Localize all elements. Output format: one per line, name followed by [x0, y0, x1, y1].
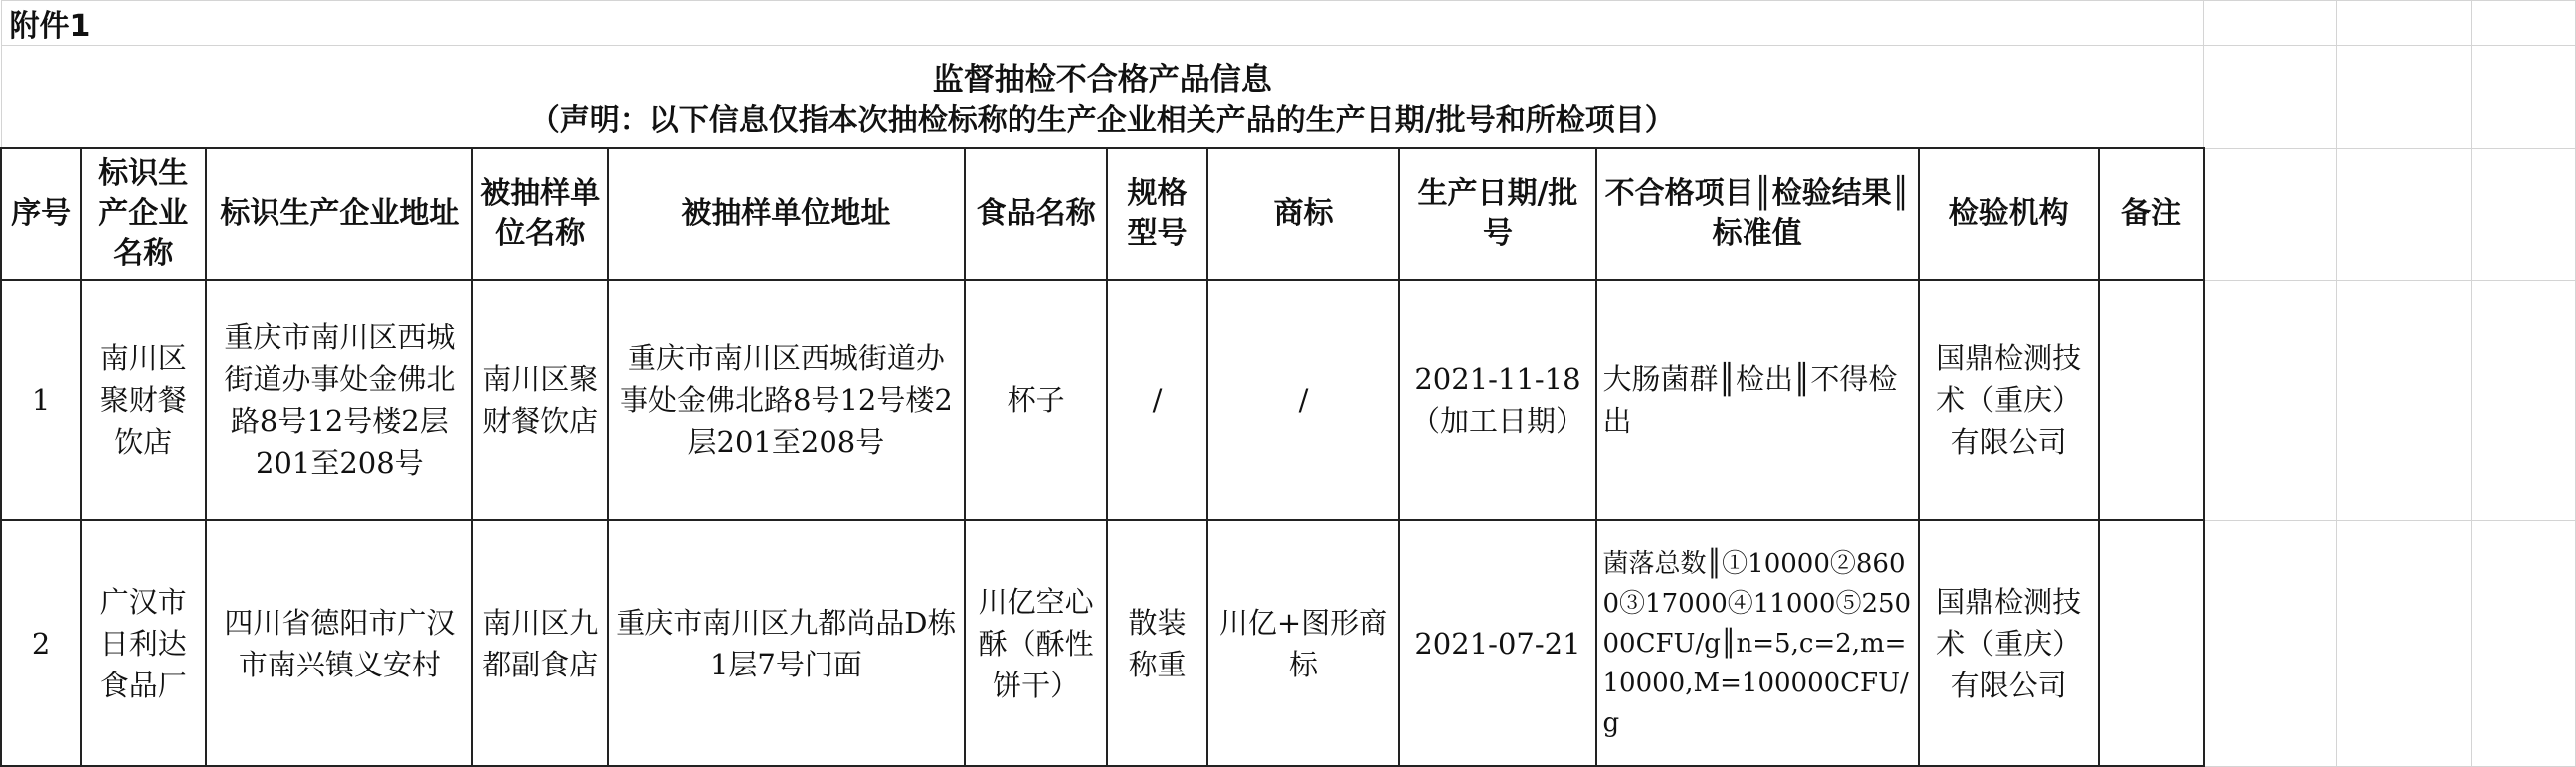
- header-cell-lab: 检验机构: [1919, 148, 2100, 280]
- header-cell-spec: 规格型号: [1107, 148, 1206, 280]
- header-cell-food-name: 食品名称: [965, 148, 1108, 280]
- title-block: [1, 46, 2204, 149]
- empty-cell: [2336, 148, 2471, 280]
- header-cell-no: 序号: [1, 148, 81, 280]
- cell-remark: [2099, 280, 2203, 520]
- cell-sampled-address: 重庆市南川区九都尚品D栋1层7号门面: [608, 520, 965, 766]
- empty-cell: [2471, 1, 2575, 46]
- header-cell-sampled-unit: 被抽样单位名称: [472, 148, 608, 280]
- header-cell-remark: 备注: [2099, 148, 2203, 280]
- cell-sampled-address: 重庆市南川区西城街道办事处金佛北路8号12号楼2层201至208号: [608, 280, 965, 520]
- cell-producer-address: 重庆市南川区西城街道办事处金佛北路8号12号楼2层201至208号: [206, 280, 472, 520]
- cell-date: 2021-07-21: [1399, 520, 1595, 766]
- cell-brand: /: [1207, 280, 1400, 520]
- header-cell-sampled-address: 被抽样单位地址: [608, 148, 965, 280]
- cell-sampled-unit: 南川区九都副食店: [472, 520, 608, 766]
- cell-result: 大肠菌群║检出║不得检出: [1596, 280, 1919, 520]
- empty-cell: [2471, 46, 2575, 149]
- empty-cell: [2204, 148, 2337, 280]
- cell-spec: 散装称重: [1107, 520, 1206, 766]
- cell-lab: 国鼎检测技术（重庆）有限公司: [1919, 280, 2100, 520]
- empty-cell: [2204, 520, 2337, 766]
- header-cell-result: 不合格项目║检验结果║标准值: [1596, 148, 1919, 280]
- empty-cell: [2336, 46, 2471, 149]
- header-cell-date: 生产日期/批号: [1399, 148, 1595, 280]
- cell-result: 菌落总数║①10000②8600③17000④11000⑤25000CFU/g║n=5,c=2,m=10000,M=100000CFU/g: [1596, 520, 1919, 766]
- cell-no: 2: [1, 520, 81, 766]
- header-cell-producer-address: 标识生产企业地址: [206, 148, 472, 280]
- table-row: [1, 520, 2576, 766]
- cell-producer: 南川区聚财餐饮店: [81, 280, 206, 520]
- table-row: [1, 280, 2576, 520]
- empty-cell: [2336, 520, 2471, 766]
- cell-producer: 广汉市日利达食品厂: [81, 520, 206, 766]
- empty-cell: [2204, 46, 2337, 149]
- cell-lab: 国鼎检测技术（重庆）有限公司: [1919, 520, 2100, 766]
- cell-spec: /: [1107, 280, 1206, 520]
- cell-food-name: 杯子: [965, 280, 1108, 520]
- cell-producer-address: 四川省德阳市广汉市南兴镇义安村: [206, 520, 472, 766]
- cell-date: 2021-11-18（加工日期）: [1399, 280, 1595, 520]
- cell-remark: [2099, 520, 2203, 766]
- empty-cell: [2204, 280, 2337, 520]
- header-cell-producer: 标识生产企业名称: [81, 148, 206, 280]
- header-row: [1, 148, 2576, 280]
- attachment-label: 附件1: [1, 1, 2204, 46]
- empty-cell: [2471, 280, 2575, 520]
- empty-cell: [2336, 1, 2471, 46]
- cell-food-name: 川亿空心酥（酥性饼干）: [965, 520, 1108, 766]
- header-cell-brand: 商标: [1207, 148, 1400, 280]
- empty-cell: [2471, 520, 2575, 766]
- page-title: 监督抽检不合格产品信息: [932, 62, 1272, 97]
- cell-no: 1: [1, 280, 81, 520]
- page-subtitle: （声明：以下信息仅指本次抽检标称的生产企业相关产品的生产日期/批号和所检项目）: [529, 103, 1675, 138]
- empty-cell: [2204, 1, 2337, 46]
- empty-cell: [2471, 148, 2575, 280]
- empty-cell: [2336, 280, 2471, 520]
- cell-brand: 川亿+图形商标: [1207, 520, 1400, 766]
- cell-sampled-unit: 南川区聚财餐饮店: [472, 280, 608, 520]
